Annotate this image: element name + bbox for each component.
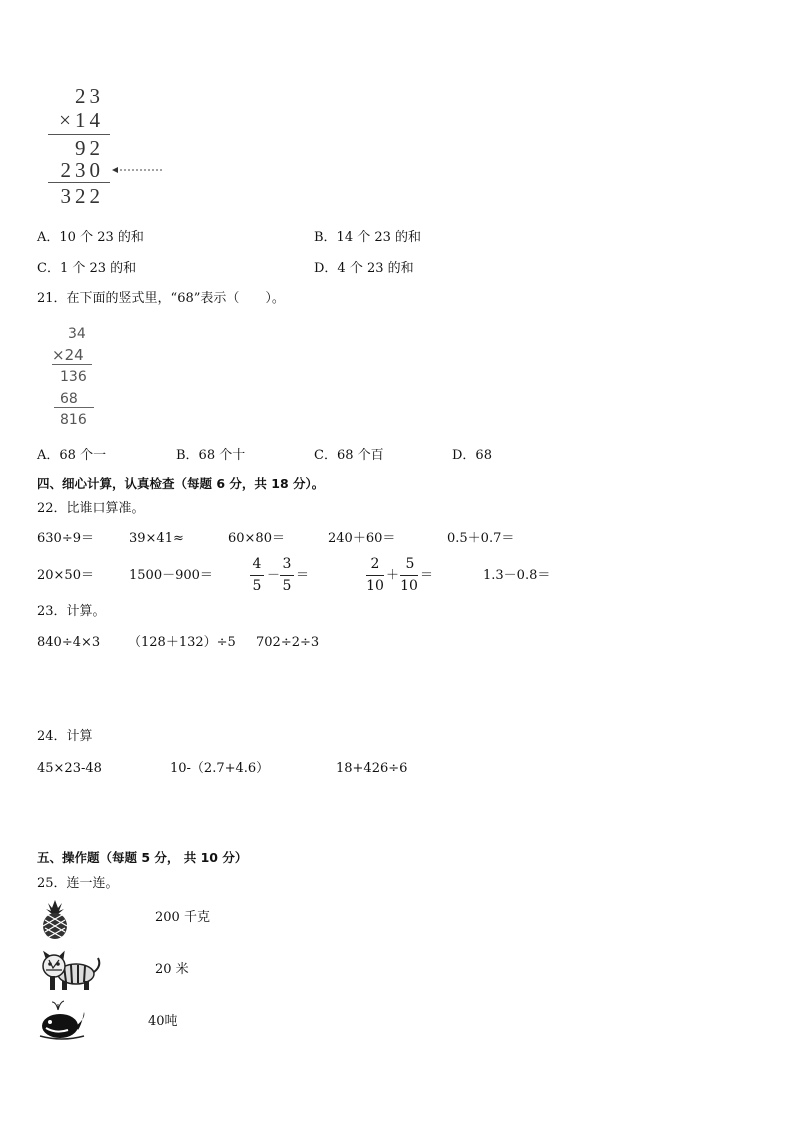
q21-option-b[interactable]: B．68 个十 (176, 448, 246, 463)
q23-item-2: （128＋132）÷5 (128, 635, 236, 650)
q22-item-2: 39×41≈ (129, 531, 184, 546)
whale-icon[interactable] (38, 1000, 88, 1042)
q23-stem: 23．计算。 (37, 604, 106, 619)
vertical-multiplication-34x24 (50, 324, 110, 434)
q24-item-3: 18+426÷6 (336, 761, 408, 776)
vm2-row1: 34 (68, 326, 86, 342)
vm2-line2 (54, 407, 94, 408)
vm1-row3: 92 (75, 136, 104, 160)
q22-stem: 22．比谁口算准。 (37, 501, 145, 516)
vm1-row4: 230 (60, 158, 104, 182)
q25-label-1[interactable]: 200 千克 (155, 910, 210, 925)
vm2-row5: 816 (60, 412, 87, 428)
vm2-row2: ×24 (52, 346, 84, 364)
q24-stem: 24．计算 (37, 729, 93, 744)
q22-item-1: 630÷9＝ (37, 531, 94, 546)
dotted-arrow-icon (112, 162, 164, 178)
q21-option-d[interactable]: D．68 (452, 448, 492, 463)
q20-option-a[interactable]: A．10 个 23 的和 (37, 230, 144, 245)
q25-label-2[interactable]: 20 米 (155, 962, 189, 977)
q23-item-1: 840÷4×3 (37, 635, 101, 650)
q22-item-10: 1.3－0.8＝ (483, 568, 551, 583)
q22-item-6: 20×50＝ (37, 568, 94, 583)
section4-heading: 四、细心计算，认真检查（每题 6 分，共 18 分）。 (37, 476, 325, 491)
q20-option-c[interactable]: C．1 个 23 的和 (37, 261, 137, 276)
pineapple-icon[interactable] (38, 898, 72, 940)
q21-option-c[interactable]: C．68 个百 (314, 448, 384, 463)
q25-label-3[interactable]: 40吨 (148, 1014, 178, 1029)
q24-item-1: 45×23-48 (37, 761, 102, 776)
vm2-line1 (52, 364, 92, 365)
vm1-line (48, 134, 110, 135)
vm2-row4: 68 (60, 391, 78, 407)
q21-option-a[interactable]: A．68 个一 (37, 448, 107, 463)
q22-item-3: 60×80＝ (228, 531, 285, 546)
q25-stem: 25．连一连。 (37, 876, 119, 891)
q22-item-5: 0.5＋0.7＝ (447, 531, 515, 546)
vertical-multiplication-23x14 (48, 84, 178, 214)
vm1-row5: 322 (60, 184, 104, 208)
vm2-row3: 136 (60, 369, 87, 385)
q20-option-b[interactable]: B．14 个 23 的和 (314, 230, 422, 245)
section5-heading: 五、操作题（每题 5 分， 共 10 分） (37, 850, 248, 865)
q23-item-3: 702÷2÷3 (256, 635, 320, 650)
q22-item-7: 1500－900＝ (129, 568, 213, 583)
q24-item-2: 10-（2.7+4.6） (170, 761, 270, 776)
vm1-row1: 23 (75, 84, 104, 108)
vm1-row2: ×14 (59, 108, 104, 132)
q21-stem: 21．在下面的竖式里，“68”表示（ ）。 (37, 291, 285, 306)
q20-option-d[interactable]: D．4 个 23 的和 (314, 261, 414, 276)
q22-item-4: 240＋60＝ (328, 531, 396, 546)
vm1-line2 (48, 182, 110, 183)
tiger-icon[interactable] (36, 948, 102, 992)
